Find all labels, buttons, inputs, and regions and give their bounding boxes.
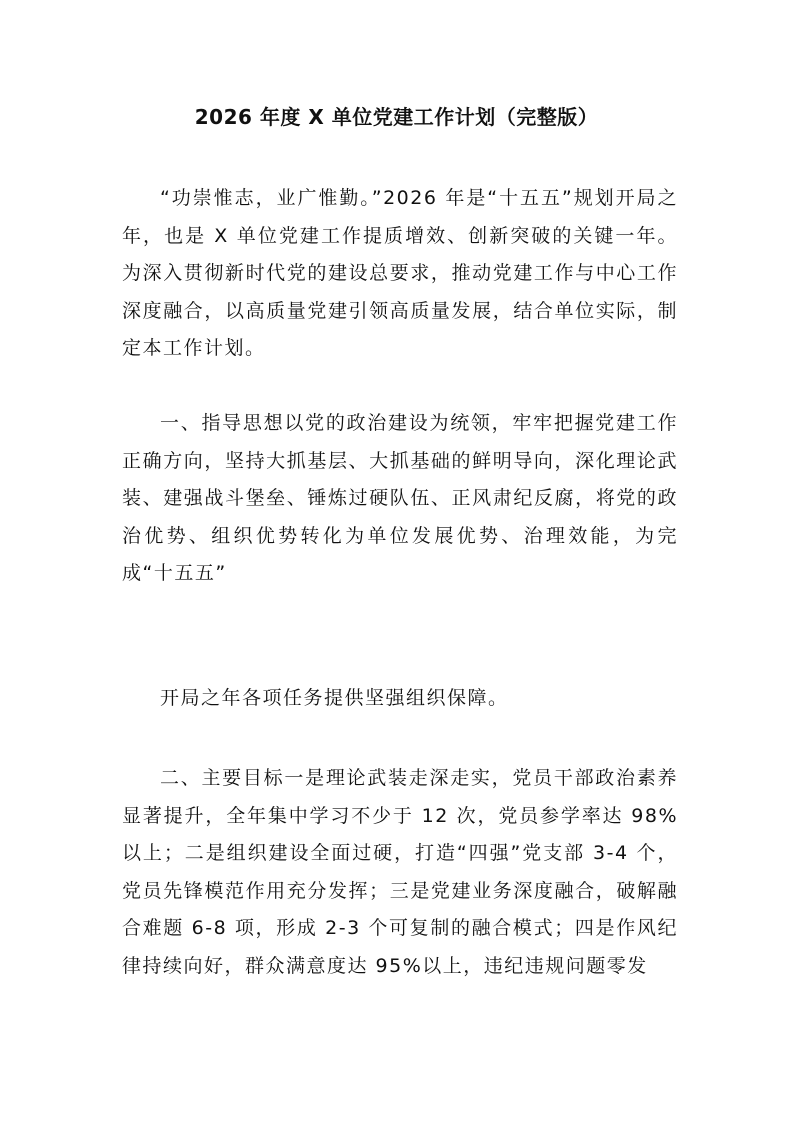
paragraph-main-goals: 二、主要目标一是理论武装走深走实，党员干部政治素养显著提升，全年集中学习不少于 12 次，党员参学率达 98%以上；二是组织建设全面过硬，打造“四强”党支部 3-4 个，党员先锋模范作用充分发挥；三是党建业务深度融合，破解融合难题 6-8 项，形成 2-3 个可复制的融合模式；四是作风纪律持续向好，群众满意度达 95%以上，违纪违规问题零发 — [122, 767, 678, 977]
paragraph-guiding-ideology: 一、指导思想以党的政治建设为统领，牢牢把握党建工作正确方向，坚持大抓基层、大抓基础的鲜明导向，深化理论武装、建强战斗堡垒、锤炼过硬队伍、正风肃纪反腐，将党的政治优势、组织优势转化为单位发展优势、治理效能，为完成“十五五” — [122, 412, 678, 584]
paragraph-continuation: 开局之年各项任务提供坚强组织保障。 — [160, 687, 509, 709]
paragraph-intro: “功崇惟志，业广惟勤。”2026 年是“十五五”规划开局之年，也是 X 单位党建工作提质增效、创新突破的关键一年。为深入贯彻新时代党的建设总要求，推动党建工作与中心工作深度融合，以高质量党建引领高质量发展，结合单位实际，制定本工作计划。 — [122, 187, 678, 359]
document-title: 2026 年度 X 单位党建工作计划（完整版） — [194, 105, 599, 129]
